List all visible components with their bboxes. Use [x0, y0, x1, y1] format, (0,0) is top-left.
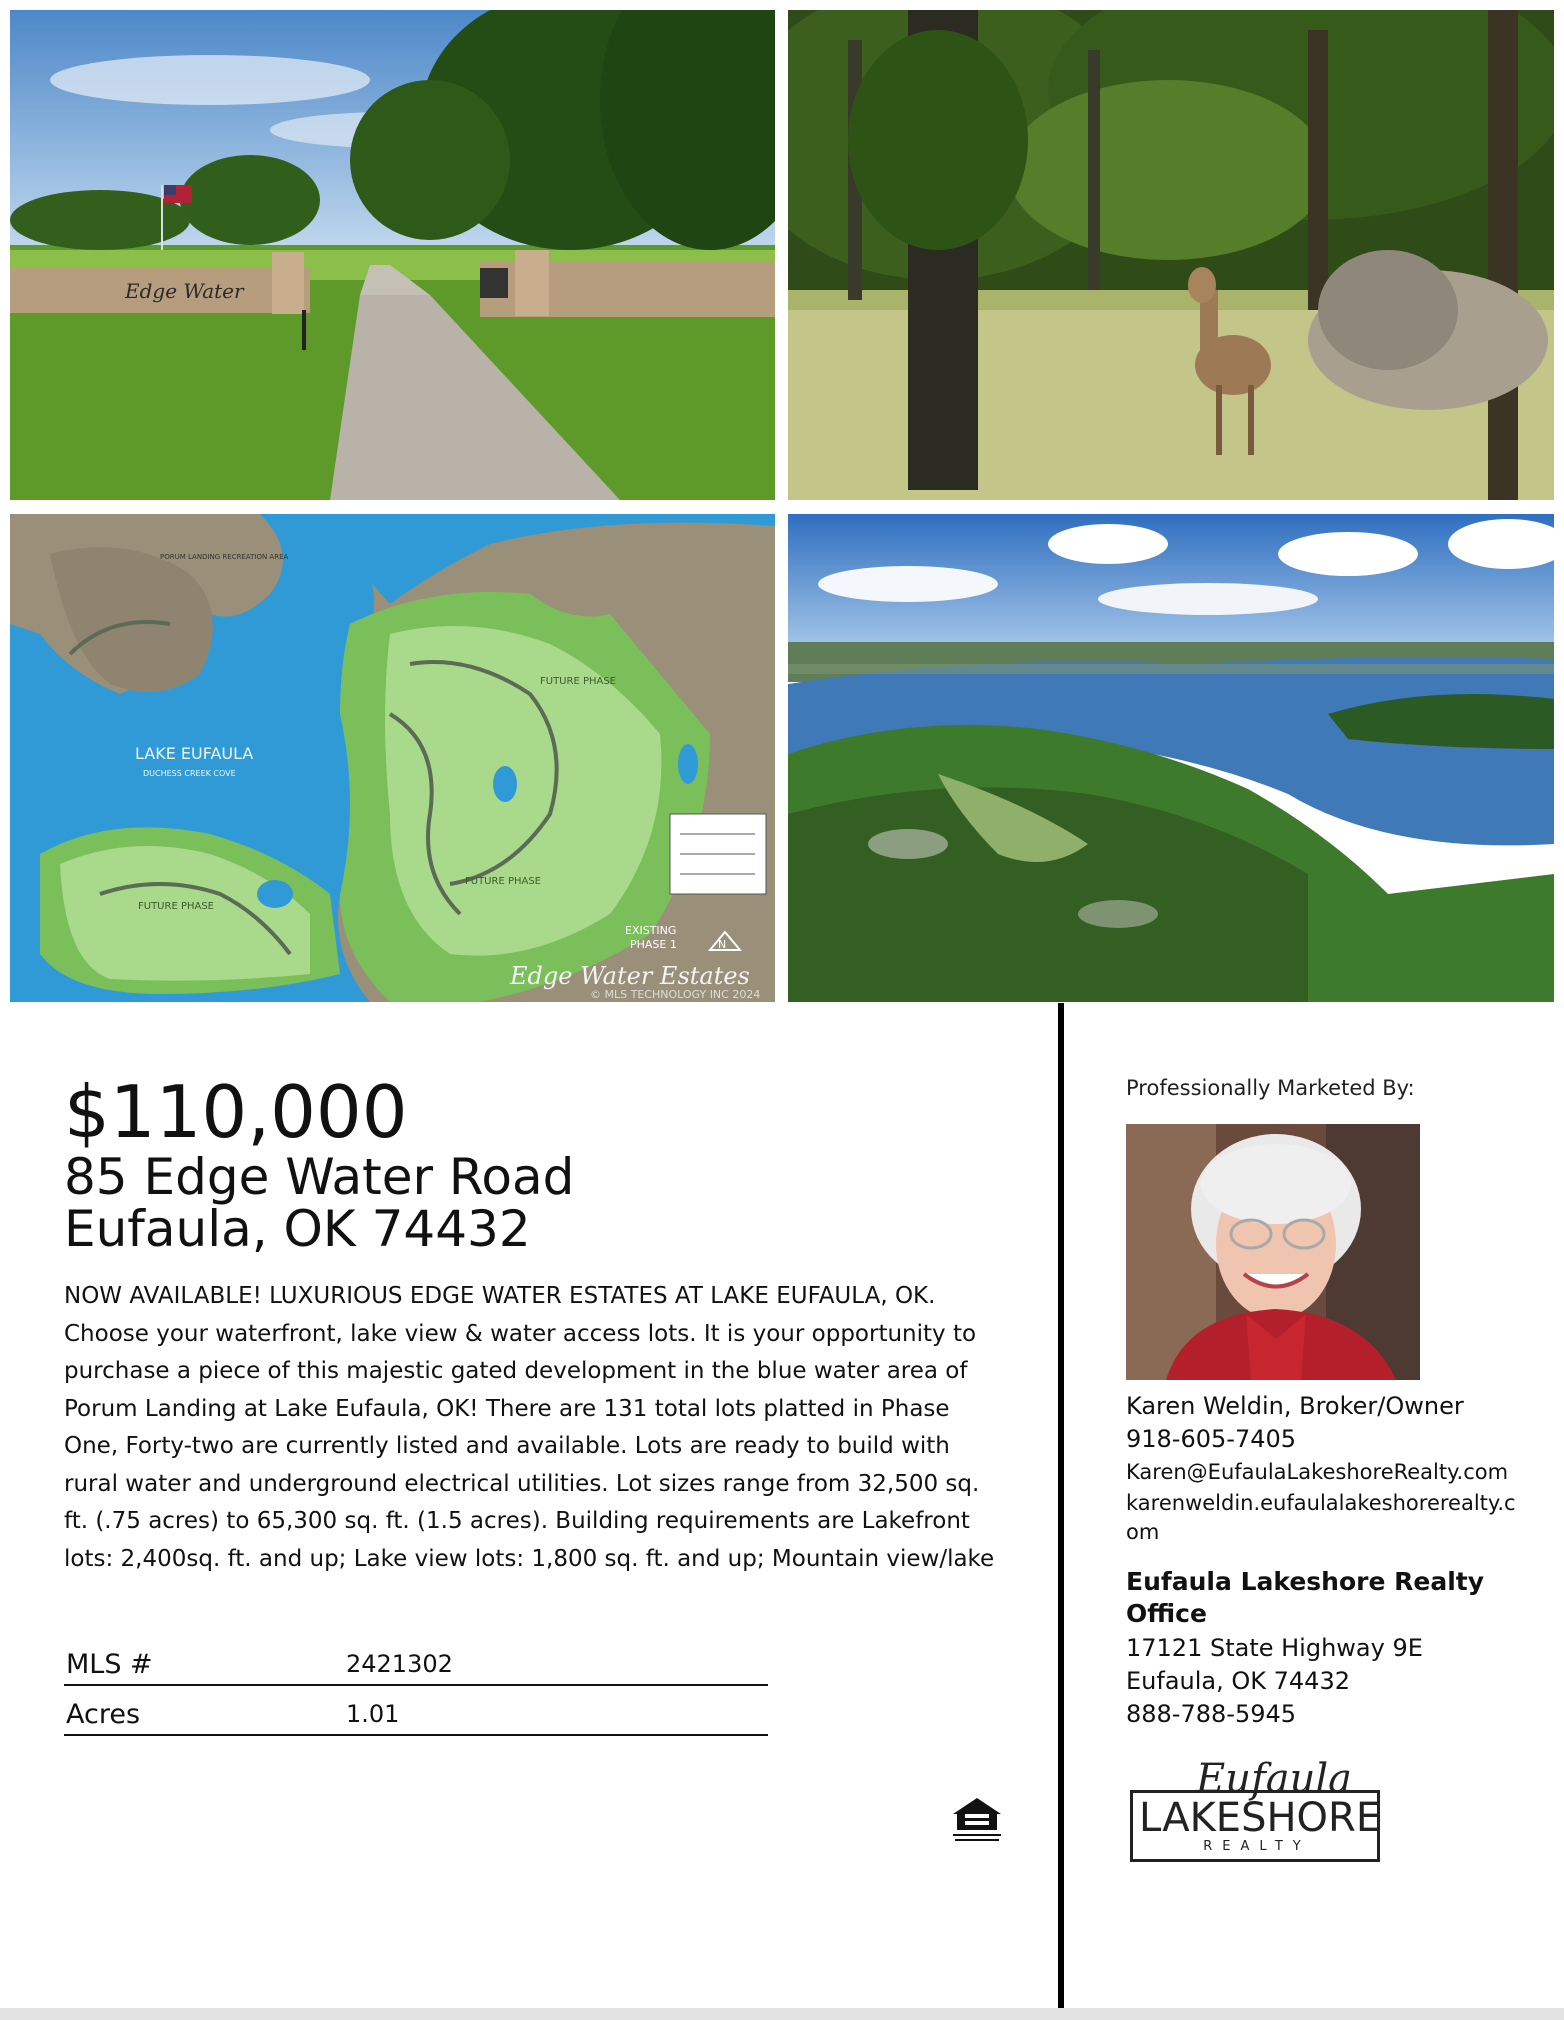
photo-aerial-lake	[788, 514, 1554, 1002]
agent-name: Karen Weldin, Broker/Owner	[1126, 1392, 1464, 1420]
map-recreation-label: PORUM LANDING RECREATION AREA	[160, 553, 289, 561]
spec-value: 2421302	[346, 1650, 453, 1678]
column-divider	[1058, 1003, 1064, 2011]
map-title: Edge Water Estates	[510, 962, 750, 990]
listing-description: NOW AVAILABLE! LUXURIOUS EDGE WATER ESTATES AT LAKE EUFAULA, OK. Choose your waterfront, lake view & water access lots. It is your opportunity to purchase a piece of this majestic gated development in the blue water area of Porum Landing at Lake Eufaula, OK! There are 131 total lots platted in Phase One, Forty-two are currently listed and available. Lots are ready to build with rural water and underground electrical utilities. Lot sizes range from 32,500 sq. ft. (.75 acres) to 65,300 sq. ft. (1.5 acres). Building requirements are Lakefront lots: 2,400sq. ft. and up; Lake view lots: 1,800 sq. ft. and up; Mountain view/lake	[64, 1283, 995, 1572]
map-future-phase-label: FUTURE PHASE	[465, 876, 542, 887]
office-name: Eufaula Lakeshore Realty Office	[1126, 1567, 1485, 1628]
photo-deer-woods	[788, 10, 1554, 500]
spec-row-mls	[64, 1636, 768, 1686]
logo-sub-text: REALTY	[1203, 1839, 1311, 1854]
marketed-by-label: Professionally Marketed By:	[1126, 1076, 1415, 1100]
logo-script-text: Eufaula	[1196, 1756, 1353, 1802]
agent-phone[interactable]: 918-605-7405	[1126, 1425, 1297, 1453]
map-future-phase-label: FUTURE PHASE	[138, 901, 215, 912]
office-phone[interactable]: 888-788-5945	[1126, 1700, 1297, 1728]
map-north-label: N	[718, 938, 727, 951]
map-copyright: © MLS TECHNOLOGY INC 2024	[590, 988, 761, 1001]
spec-label: Acres	[66, 1699, 141, 1730]
spec-value: 1.01	[346, 1700, 400, 1728]
logo-main-text: LAKESHORE	[1139, 1795, 1382, 1841]
site-plan-map	[10, 514, 775, 1002]
spec-row-acres	[64, 1686, 768, 1736]
agent-photo	[1126, 1124, 1420, 1380]
map-lake-sublabel: DUCHESS CREEK COVE	[143, 769, 236, 778]
agent-website-link[interactable]: karenweldin.eufaulalakeshorerealty.com	[1126, 1491, 1516, 1544]
photo-entrance-gate	[10, 10, 775, 500]
logo-box	[1130, 1790, 1380, 1862]
listing-address-city: Eufaula, OK 74432	[64, 1200, 531, 1258]
equal-housing-opportunity-icon	[951, 1796, 1003, 1844]
entrance-sign-text: Edge Water	[125, 279, 244, 303]
brokerage-logo	[1126, 1756, 1388, 1868]
spec-label: MLS #	[66, 1649, 153, 1680]
office-address-city: Eufaula, OK 74432	[1126, 1667, 1350, 1695]
map-existing-label: EXISTING	[625, 924, 677, 937]
page-bottom-bar	[0, 2008, 1564, 2020]
office-address-street: 17121 State Highway 9E	[1126, 1634, 1423, 1662]
map-existing-label: PHASE 1	[630, 938, 677, 951]
map-lake-label: LAKE EUFAULA	[135, 744, 254, 763]
listing-address-street: 85 Edge Water Road	[64, 1148, 575, 1206]
agent-email-link[interactable]: Karen@EufaulaLakeshoreRealty.com	[1126, 1460, 1509, 1484]
map-future-phase-label: FUTURE PHASE	[540, 676, 617, 687]
listing-price: $110,000	[64, 1070, 408, 1154]
